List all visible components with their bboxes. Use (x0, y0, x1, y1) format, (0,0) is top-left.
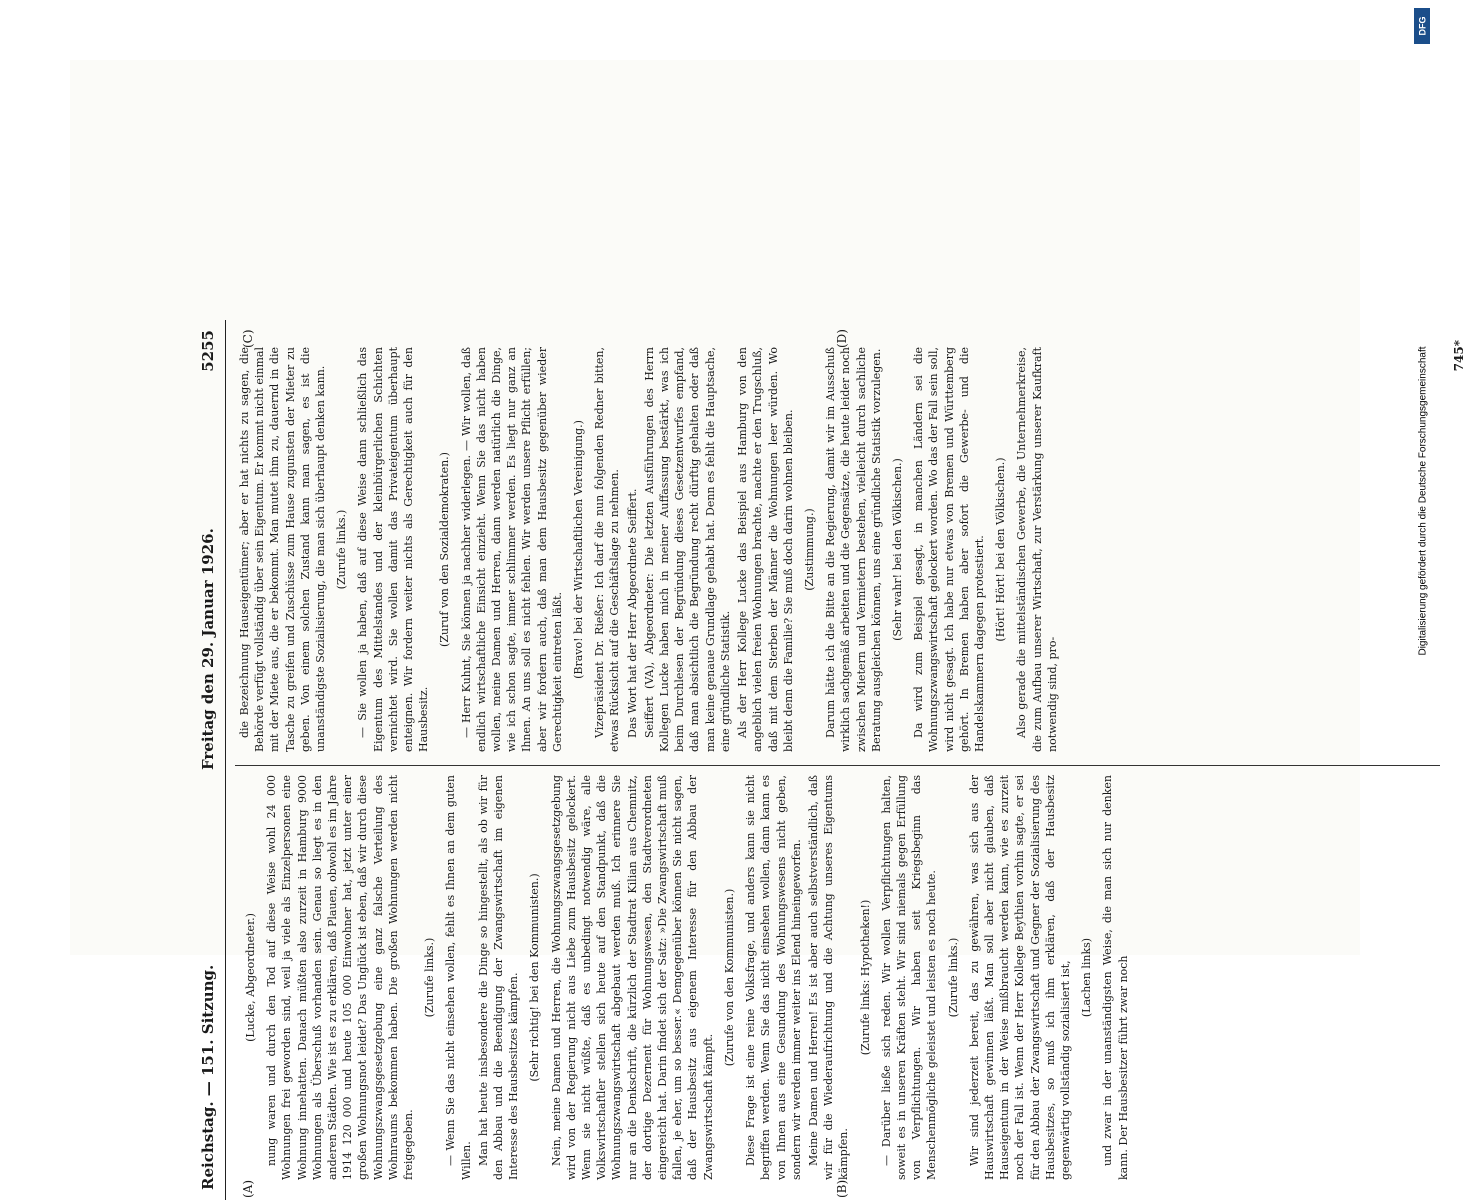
paragraph: Vizepräsident Dr. Rießer: Ich darf die nun folgenden Redner bitten, etwas Rücksicht auf die Geschäftslage zu nehmen. (593, 347, 622, 752)
funding-notice: Digitalisierung gefördert durch die Deutsche Forschungsgemeinschaft (1417, 345, 1429, 656)
interjection: (Lucke, Abgeordneter.) (244, 913, 257, 1042)
page-header (195, 320, 226, 1200)
paragraph: Wir sind jederzeit bereit, das zu gewähren, was sich aus der Hauswirtschaft gewinnen läßt. Man soll aber nicht glauben, daß Hauseigentum in der Weise mißbraucht werden kann, wie es zurzeit noch der Fall ist. Wenn der Herr Kollege Beythien vorhin sagte, er sei für den Abbau der Zwangswirtschaft und Gegner der Sozialisierung des Hausbesitzes, so muß ich ihm erklären, daß der Hausbesitz gegenwärtig vollständig sozialisiert ist, (967, 775, 1072, 1180)
dfg-sidebar (1412, 8, 1434, 993)
paragraph: — Herr Kuhnt, Sie können ja nachher widerlegen. — Wir wollen, daß endlich wirtschaftliche Einsicht einzieht. Wenn Sie das nicht haben wollen, meine Damen und Herren, dann werden natürlich die Dinge, wie ich schon sagte, immer schlimmer werden. Es liegt nur ganz an Ihnen. An uns soll es nicht fehlen. Wir werden unsere Pflicht erfüllen; aber wir fordern auch, daß man dem Hausbesitz gegenüber wieder Gerechtigkeit eintreten läßt. (459, 347, 564, 752)
paragraph: Meine Damen und Herren! Es ist aber auch selbstverständlich, daß wir für die Wiederaufrichtung und die Achtung unseres Eigentums kämpfen. (806, 775, 851, 1180)
dfg-logo: DFG (1414, 8, 1430, 44)
interjection: (Zustimmung.) (802, 508, 816, 591)
margin-marker-b: (B) (835, 1179, 849, 1198)
interjection: (Zurufe links.) (423, 937, 437, 1018)
paragraph: Man hat heute insbesondere die Dinge so hingestellt, als ob wir für den Abbau und die Beendigung der Zwangswirtschaft im eigenen Interesse des Hausbesitzes kämpfen. (476, 775, 521, 1180)
interjection: (Sehr richtig! bei den Kommunisten.) (528, 873, 542, 1082)
interjection: (Zurufe links.) (946, 937, 960, 1018)
paragraph: Diese Frage ist eine reine Volksfrage, und anders kann sie nicht begriffen werden. Wenn Sie das nicht einsehen wollen, dann kann es von Ihnen aus eine Gesundung des Wohnungswesens nicht geben, sondern wir werden immer weiter ins Elend hineingeworfen. (744, 775, 803, 1180)
rotated-page (195, 320, 1480, 1200)
paragraph: — Sie wollen ja haben, daß auf diese Weise dann schließlich das Eigentum des Mittelstandes und der kleinbürgerlichen Schichten vernichtet wird. Sie wollen damit das Privateigentum überhaupt enteignen. Wir fordern weiter nichts als Gerechtigkeit auch für den Hausbesitz. (356, 347, 431, 752)
paragraph: Seiffert (VA), Abgeordneter: Die letzten Ausführungen des Herrn Kollegen Lucke haben mich in meiner Auffassung bestärkt, was ich beim Durchlesen der Begründung dieses Gesetzentwurfes empfand, daß man absichtlich die Begründung recht dürftig gehalten oder daß man keine genaue Grundlage gehabt hat. Denn es fehlt die Hauptsache, eine gründliche Statistik. (642, 347, 732, 752)
left-column (237, 775, 1133, 1180)
interjection: (Lachen links) (1080, 937, 1094, 1018)
page-footer-signature: 745* (1452, 340, 1466, 372)
margin-marker-d: (D) (835, 329, 849, 348)
interjection: (Zuruf von den Sozialdemokraten.) (438, 452, 452, 647)
paragraph: Als der Herr Kollege Lucke das Beispiel aus Hamburg von den angeblich vielen freien Wohnungen brachte, machte er den Trugschluß, daß mit dem Sterben der Männer die Wohnungen leer würden. Wo bleibt denn die Familie? Sie muß doch darin wohnen bleiben. (736, 347, 795, 752)
header-session: Reichstag. — 151. Sitzung. (199, 964, 217, 1190)
header-date: Freitag den 29. Januar 1926. (199, 528, 217, 770)
paragraph: — Darüber ließe sich reden. Wir wollen Verpflichtungen halten, soweit es in unseren Kräften steht. Wir sind niemals gegen Erfüllung von Verpflichtungen. Wir haben seit Kriegsbeginn das Menschenmögliche geleistet und leisten es noch heute. (879, 775, 939, 1180)
paragraph: nung waren und durch den Tod auf diese Weise wohl 24 000 Wohnungen frei geworden sind, weil ja viele als Einzelpersonen eine Wohnung innehatten. Danach müßten also zurzeit in Hamburg 9000 Wohnungen als Überschuß vorhanden sein. Genau so liegt es in den anderen Städten. Wie ist es zu erklären, daß Plauen, obwohl es im Jahre 1914 120 000 und heute 105 000 Einwohner hat, jetzt unter einer großen Wohnungsnot leidet? Das Unglück ist eben, daß wir durch diese Wohnungszwangsgesetzgebung eine ganz falsche Verteilung des Wohnraums bekommen haben. Die großen Wohnungen werden nicht freigegeben. (265, 775, 416, 1180)
interjection: (Zurufe links.) (335, 509, 349, 590)
paragraph: Also gerade die mittelständischen Gewerbe, die Unternehmerkreise, die zum Aufbau unserer Wirtschaft, zur Verstärkung unserer Kaufkraft notwendig sind, pro- (1015, 347, 1059, 752)
paragraph: die Bezeichnung Hauseigentümer; aber er hat nichts zu sagen, die Behörde verfügt vollständig über sein Eigentum. Er kommt nicht einmal mit der Miete aus, die er bekommt. Man mutet ihm zu, dauernd in die Tasche zu greifen und Zuschüsse zum Hause zugunsten der Mieter zu geben. Von einem solchen Zustand kann man sagen, es ist die unanständigste Sozialisierung, die man sich überhaupt denken kann. (238, 347, 328, 752)
paragraph: — Wenn Sie das nicht einsehen wollen, fehlt es Ihnen an dem guten Willen. (444, 775, 473, 1180)
header-page-number: 5255 (199, 330, 217, 372)
paragraph: und zwar in der unanständigsten Weise, die man sich nur denken kann. Der Hausbesitzer führt zwar noch (1101, 775, 1130, 1180)
paragraph: Nein, meine Damen und Herren, die Wohnungszwangsgesetzgebung wird von der Regierung nicht aus Liebe zum Hausbesitz gelockert. Wenn sie nicht wüßte, daß es unbedingt notwendig wäre, alle Volkswirtschaftler stellen sich heute auf den Standpunkt, daß die Wohnungszwangswirtschaft abgebaut werden muß. Ich erinnere Sie nur an die Denkschrift, die kürzlich der Stadtrat Kilian aus Chemnitz, der dortige Dezernent für Wohnungswesen, den Stadtverordneten eingereicht hat. Darin findet sich der Satz: »Die Zwangswirtschaft muß fallen, je eher, um so besser.« Demgegenüber können Sie nicht sagen, daß der Hausbesitz aus eigenem Interesse für den Abbau der Zwangswirtschaft kämpft. (549, 775, 715, 1180)
interjection: (Zurufe von den Kommunisten.) (722, 888, 736, 1067)
interjection: (Bravo! bei der Wirtschaftlichen Vereinigung.) (572, 420, 586, 679)
margin-marker-c: (C) (241, 329, 255, 348)
paragraph: Darum hätte ich die Bitte an die Regierung, damit wir im Ausschuß wirklich sachgemäß arbeiten und die Gegensätze, die heute leider noch zwischen Mietern und Vermietern bestehen, vielleicht durch sachliche Beratung ausgleichen können, uns eine gründliche Statistik vorzulegen. (824, 347, 883, 752)
interjection: (Sehr wahr! bei den Völkischen.) (890, 458, 904, 641)
paragraph: Da wird zum Beispiel gesagt, in manchen Ländern sei die Wohnungszwangswirtschaft gelockert worden. Wo das der Fall sein soll, wird nicht gesagt. Ich habe nur etwas von Bremen und Württemberg gehört. In Bremen haben aber sofort die Gewerbe- und die Handelskammern dagegen protestiert. (912, 347, 986, 752)
right-column (237, 347, 1062, 752)
column-divider (235, 765, 1440, 766)
paragraph: Das Wort hat der Herr Abgeordnete Seiffert. (625, 488, 639, 738)
interjection: (Hört! Hört! bei den Völkischen.) (994, 457, 1008, 642)
margin-marker-a: (A) (241, 1179, 255, 1198)
interjection: (Zurufe links: Hypotheken!) (858, 899, 872, 1056)
